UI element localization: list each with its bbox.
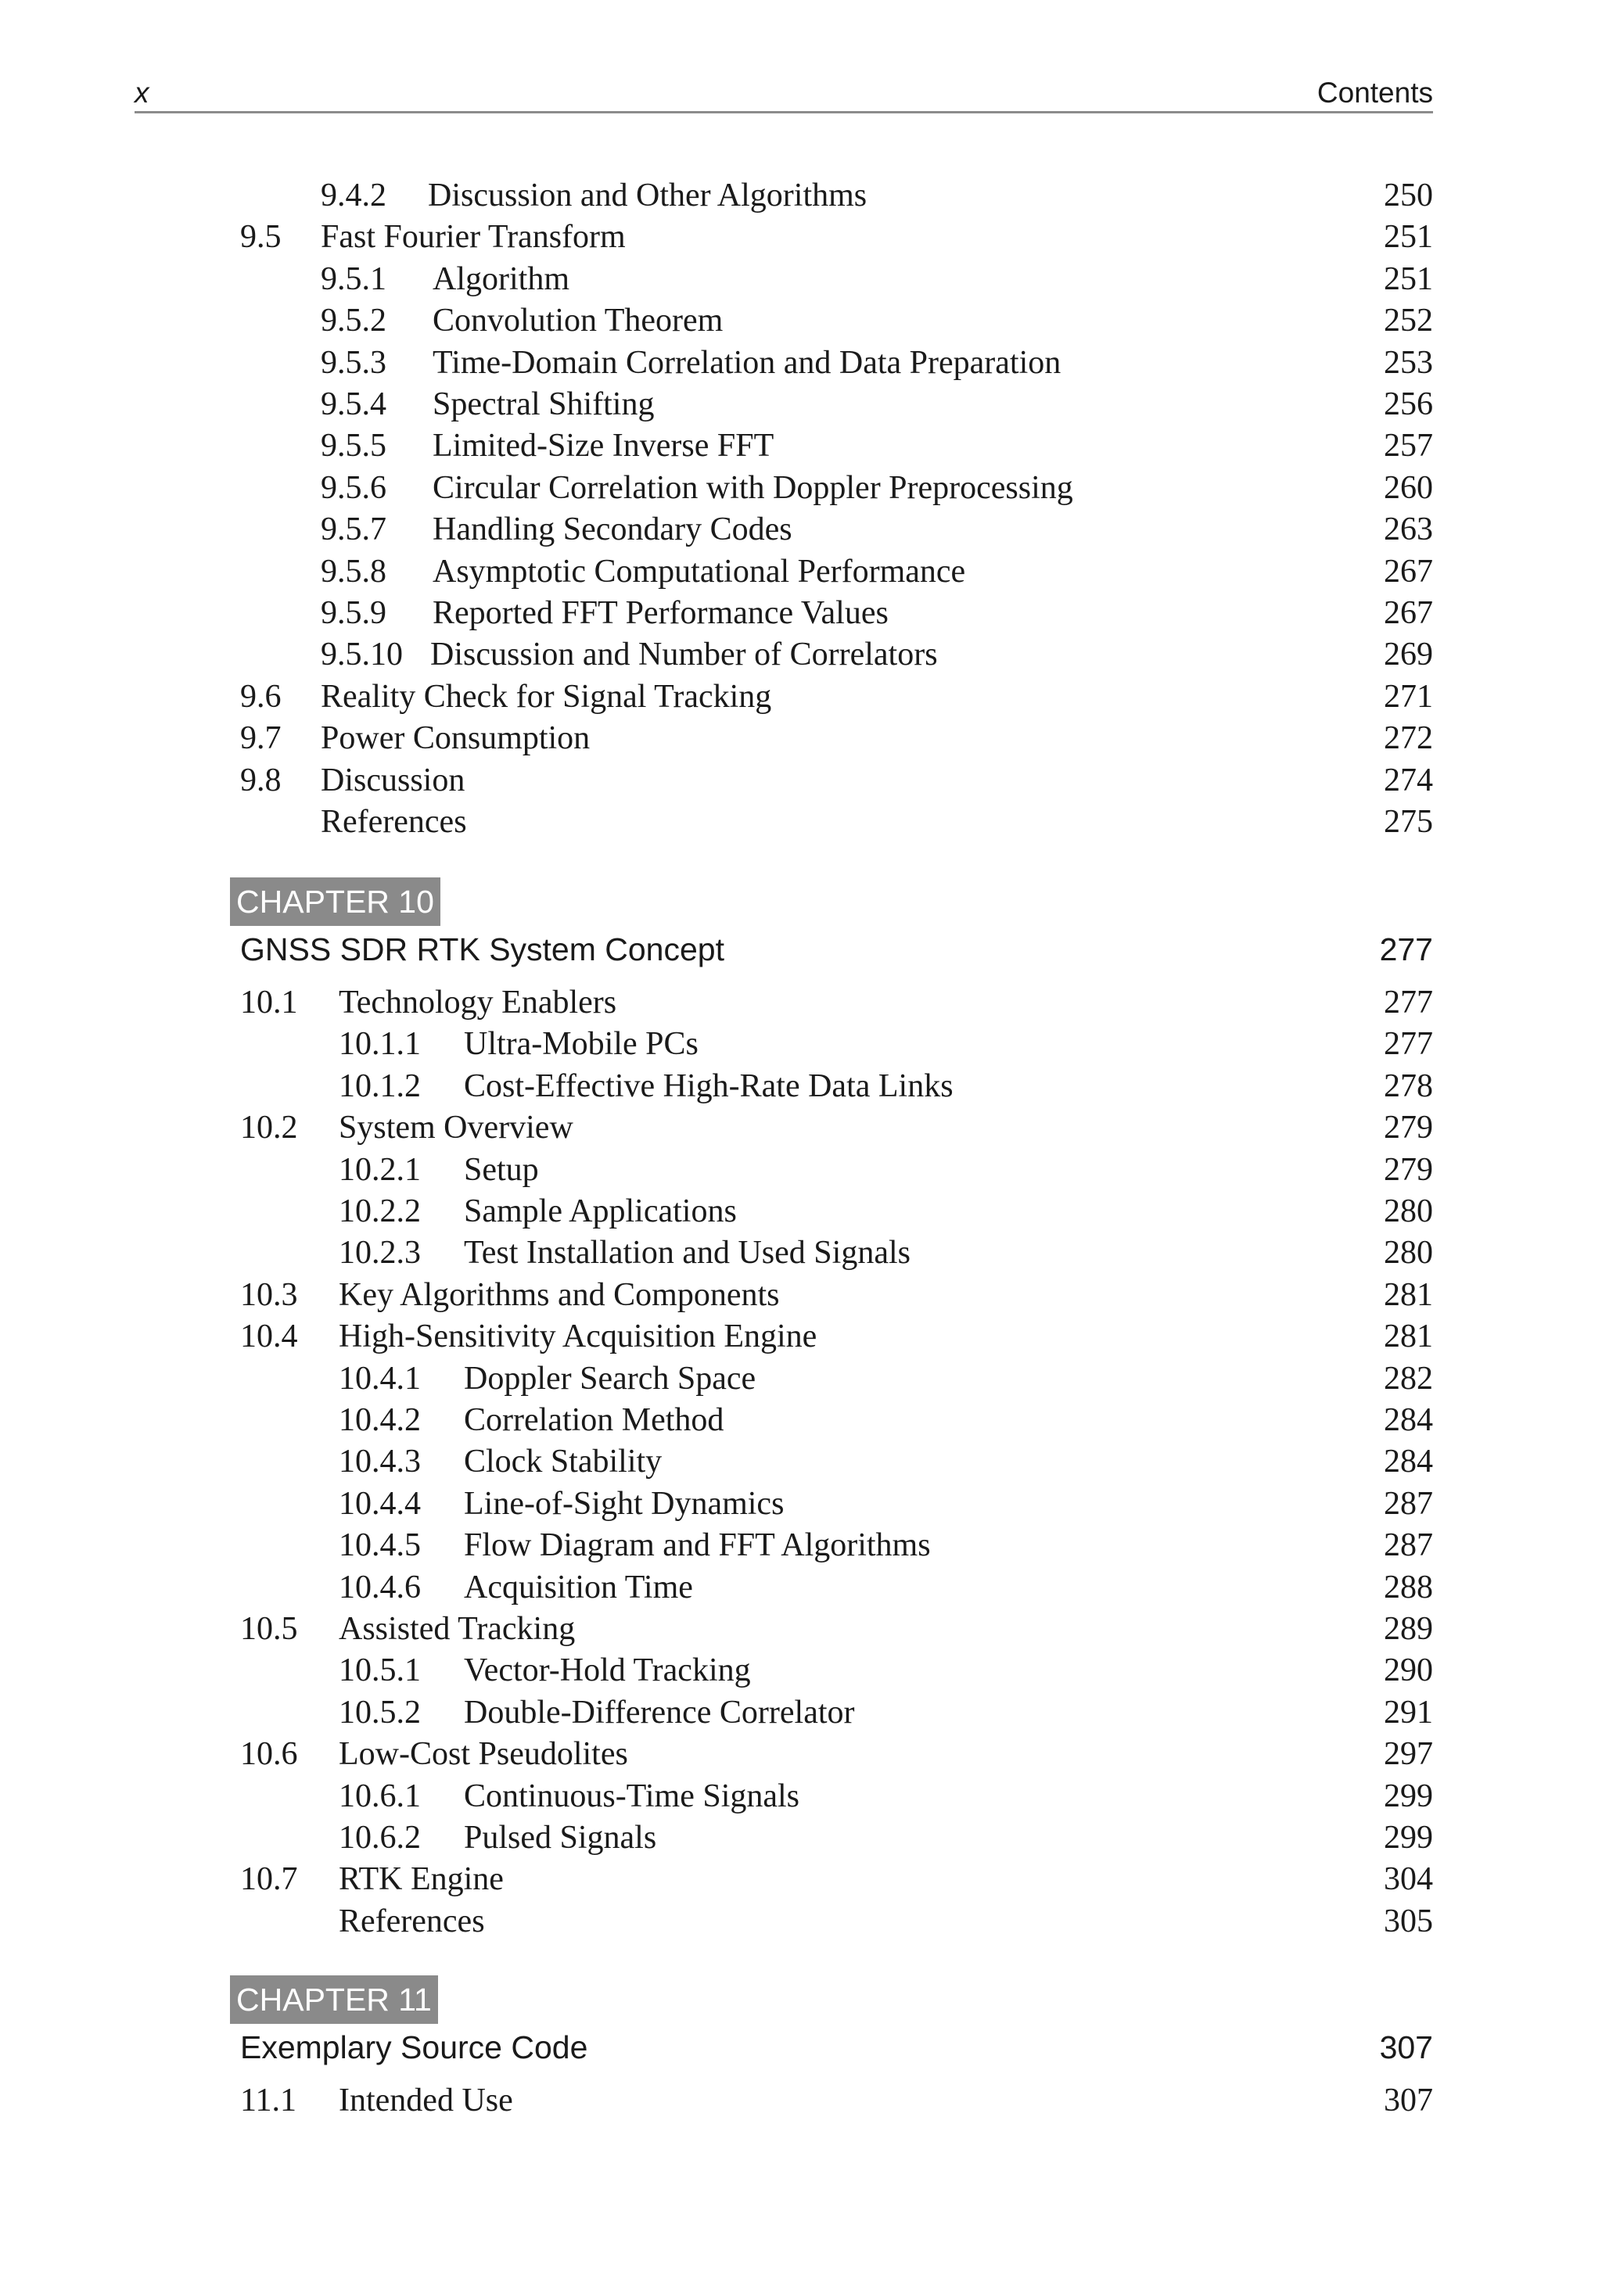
toc-entry-page: 275 xyxy=(1384,804,1433,840)
toc-entry-title: Vector-Hold Tracking xyxy=(464,1652,751,1689)
toc-entry[interactable] xyxy=(0,1650,1602,1692)
toc-entry-page: 257 xyxy=(1384,428,1433,465)
toc-entry[interactable] xyxy=(0,718,1602,759)
toc-entry[interactable] xyxy=(0,1107,1602,1149)
toc-entry-page: 260 xyxy=(1384,469,1433,506)
toc-entry-page: 274 xyxy=(1384,762,1433,798)
toc-entry-page: 269 xyxy=(1384,637,1433,673)
toc-entry-title: System Overview xyxy=(339,1110,573,1146)
toc-entry-title: Intended Use xyxy=(339,2083,513,2118)
chapter-title: Exemplary Source Code xyxy=(240,2029,588,2065)
toc-entry-page: 282 xyxy=(1384,1360,1433,1397)
toc-entry-number: 10.7 xyxy=(240,1861,298,1898)
toc-entry-page: 299 xyxy=(1384,1778,1433,1814)
toc-entry[interactable] xyxy=(0,1776,1602,1817)
toc-entry-number: 9.7 xyxy=(240,720,282,757)
toc-entry[interactable] xyxy=(0,343,1602,384)
toc-entry-title: References xyxy=(321,804,467,840)
toc-entry-page: 267 xyxy=(1384,595,1433,631)
toc-entry-page: 307 xyxy=(1384,2083,1433,2118)
toc-entry-title: Double-Difference Correlator xyxy=(464,1694,855,1731)
toc-entry-number: 10.2.3 xyxy=(339,1235,421,1272)
toc-entry[interactable] xyxy=(0,259,1602,300)
toc-entry-number: 9.5.9 xyxy=(321,595,386,631)
toc-entry[interactable] xyxy=(0,982,1602,1024)
toc-entry-page: 284 xyxy=(1384,1402,1433,1438)
toc-entry-title: Discussion and Number of Correlators xyxy=(430,637,938,673)
toc-entry-title: Algorithm xyxy=(433,260,569,297)
toc-entry-title: Test Installation and Used Signals xyxy=(464,1235,911,1272)
toc-entry[interactable] xyxy=(0,509,1602,551)
toc-entry[interactable] xyxy=(0,384,1602,425)
toc-entry-page: 252 xyxy=(1384,303,1433,339)
toc-entry[interactable] xyxy=(0,1316,1602,1358)
toc-entry-title: Time-Domain Correlation and Data Preparation xyxy=(433,344,1061,381)
toc-entry[interactable] xyxy=(0,760,1602,802)
toc-entry[interactable] xyxy=(0,593,1602,634)
toc-entry[interactable] xyxy=(0,1441,1602,1483)
toc-entry[interactable] xyxy=(0,1275,1602,1316)
toc-entry-title: Convolution Theorem xyxy=(433,303,724,339)
toc-entry-number: 10.4.6 xyxy=(339,1569,421,1605)
chapter-title-entry[interactable] xyxy=(0,927,1602,971)
toc-entry-title: Setup xyxy=(464,1151,539,1188)
toc-entry-number: 9.5.5 xyxy=(321,428,386,465)
toc-entry-page: 287 xyxy=(1384,1527,1433,1564)
toc-entry-page: 287 xyxy=(1384,1485,1433,1522)
toc-entry-number: 11.1 xyxy=(240,2083,296,2118)
toc-entry-number: 10.1.2 xyxy=(339,1067,421,1104)
toc-entry-page: 279 xyxy=(1384,1151,1433,1188)
toc-entry[interactable] xyxy=(0,217,1602,258)
toc-entry-title: References xyxy=(339,1903,485,1939)
toc-entry-title: Discussion xyxy=(321,762,465,798)
toc-entry-number: 9.8 xyxy=(240,762,282,798)
toc-entry[interactable] xyxy=(0,1609,1602,1650)
toc-entry-title: Continuous-Time Signals xyxy=(464,1778,800,1814)
toc-entry-page: 263 xyxy=(1384,511,1433,548)
toc-entry-page: 251 xyxy=(1384,219,1433,256)
toc-entry-number: 10.5.2 xyxy=(339,1694,421,1731)
toc-entry-number: 10.2 xyxy=(240,1110,298,1146)
toc-entry-number: 9.5.6 xyxy=(321,469,386,506)
toc-entry[interactable] xyxy=(0,175,1602,217)
toc-entry-number: 10.2.1 xyxy=(339,1151,421,1188)
toc-entry-title: Reality Check for Signal Tracking xyxy=(321,678,772,715)
toc-entry-title: Pulsed Signals xyxy=(464,1820,657,1856)
toc-entry-title: Cost-Effective High-Rate Data Links xyxy=(464,1067,954,1104)
running-title: Contents xyxy=(1316,77,1433,109)
toc-entry-page: 299 xyxy=(1384,1820,1433,1856)
toc-entry-title: Assisted Tracking xyxy=(339,1611,576,1647)
toc-entry-title: Acquisition Time xyxy=(464,1569,693,1605)
toc-entry-title: High-Sensitivity Acquisition Engine xyxy=(339,1318,817,1355)
toc-entry-page: 297 xyxy=(1384,1736,1433,1773)
toc-entry[interactable] xyxy=(0,1483,1602,1525)
toc-entry[interactable] xyxy=(0,468,1602,509)
toc-entry-number: 9.5.1 xyxy=(321,260,386,297)
toc-entry[interactable] xyxy=(0,1817,1602,1859)
toc-entry[interactable] xyxy=(0,1358,1602,1400)
toc-entry-page: 289 xyxy=(1384,1611,1433,1647)
toc-entry-number: 9.5.7 xyxy=(321,511,386,548)
toc-entry[interactable] xyxy=(0,1066,1602,1107)
toc-entry-title: Correlation Method xyxy=(464,1402,724,1438)
toc-entry[interactable] xyxy=(0,1191,1602,1232)
toc-entry-page: 256 xyxy=(1384,386,1433,422)
toc-entry[interactable] xyxy=(0,2080,1602,2122)
toc-entry-page: 280 xyxy=(1384,1235,1433,1272)
toc-entry[interactable] xyxy=(0,1525,1602,1566)
chapter-title: GNSS SDR RTK System Concept xyxy=(240,931,724,967)
toc-entry-title: Limited-Size Inverse FFT xyxy=(433,428,774,465)
toc-entry-number: 10.4.2 xyxy=(339,1402,421,1438)
toc-entry-number: 10.5.1 xyxy=(339,1652,421,1689)
toc-entry-title: Technology Enablers xyxy=(339,985,617,1021)
toc-entry-page: 281 xyxy=(1384,1276,1433,1313)
toc-entry-page: 277 xyxy=(1384,1026,1433,1063)
toc-entry-page: 277 xyxy=(1384,985,1433,1021)
toc-entry-page: 278 xyxy=(1384,1067,1433,1104)
toc-entry[interactable] xyxy=(0,1024,1602,1065)
toc-entry-title: Asymptotic Computational Performance xyxy=(433,553,966,590)
toc-entry[interactable] xyxy=(0,1692,1602,1734)
toc-entry-number: 9.5.10 xyxy=(321,637,403,673)
toc-entry-title: Circular Correlation with Doppler Preprocessing xyxy=(433,469,1073,506)
toc-entry-title: Key Algorithms and Components xyxy=(339,1276,780,1313)
toc-entry-title: Low-Cost Pseudolites xyxy=(339,1736,628,1773)
toc-entry-title: Spectral Shifting xyxy=(433,386,655,422)
toc-entry-page: 304 xyxy=(1384,1861,1433,1898)
toc-entry-number: 10.4.1 xyxy=(339,1360,421,1397)
toc-entry-number: 10.5 xyxy=(240,1611,298,1647)
chapter-page: 307 xyxy=(1379,2029,1433,2065)
toc-entry-page: 267 xyxy=(1384,553,1433,590)
toc-entry-number: 10.6 xyxy=(240,1736,298,1773)
chapter-title-entry[interactable] xyxy=(0,2025,1602,2069)
toc-entry-page: 251 xyxy=(1384,260,1433,297)
toc-entry[interactable] xyxy=(0,1901,1602,1943)
toc-entry[interactable] xyxy=(0,1567,1602,1609)
toc-entry-page: 288 xyxy=(1384,1569,1433,1605)
toc-entry-number: 10.4.3 xyxy=(339,1444,421,1480)
toc-entry-number: 10.4 xyxy=(240,1318,298,1355)
toc-entry-title: Line-of-Sight Dynamics xyxy=(464,1485,785,1522)
chapter-page: 277 xyxy=(1379,931,1433,967)
toc-entry-page: 271 xyxy=(1384,678,1433,715)
toc-entry-number: 9.4.2 xyxy=(321,178,386,213)
toc-entry-page: 281 xyxy=(1384,1318,1433,1355)
toc-entry-page: 272 xyxy=(1384,720,1433,757)
toc-entry-page: 290 xyxy=(1384,1652,1433,1689)
toc-entry[interactable] xyxy=(0,300,1602,342)
toc-entry-number: 10.4.4 xyxy=(339,1485,421,1522)
toc-entry[interactable] xyxy=(0,1150,1602,1191)
toc-entry-number: 10.1.1 xyxy=(339,1026,421,1063)
toc-entry-number: 10.2.2 xyxy=(339,1193,421,1229)
toc-entry-title: Clock Stability xyxy=(464,1444,663,1480)
toc-entry[interactable] xyxy=(0,551,1602,593)
toc-entry-number: 9.5 xyxy=(240,219,282,256)
toc-entry-number: 10.1 xyxy=(240,985,298,1021)
toc-entry-page: 280 xyxy=(1384,1193,1433,1229)
toc-entry-title: Reported FFT Performance Values xyxy=(433,595,889,631)
toc-entry-title: Sample Applications xyxy=(464,1193,737,1229)
toc-entry[interactable] xyxy=(0,1859,1602,1900)
toc-entry-page: 250 xyxy=(1384,178,1433,213)
toc-entry-page: 284 xyxy=(1384,1444,1433,1480)
toc-entry[interactable] xyxy=(0,634,1602,676)
toc-entry-title: Ultra-Mobile PCs xyxy=(464,1026,699,1063)
toc-entry-title: Handling Secondary Codes xyxy=(433,511,792,548)
toc-entry-page: 305 xyxy=(1384,1903,1433,1939)
toc-entry[interactable] xyxy=(0,1232,1602,1274)
toc-entry-page: 253 xyxy=(1384,344,1433,381)
toc-entry-number: 9.5.2 xyxy=(321,303,386,339)
toc-entry-number: 10.6.1 xyxy=(339,1778,421,1814)
toc-entry-number: 10.3 xyxy=(240,1276,298,1313)
toc-entry-title: Doppler Search Space xyxy=(464,1360,756,1397)
toc-entry[interactable] xyxy=(0,1734,1602,1775)
toc-entry-number: 10.4.5 xyxy=(339,1527,421,1564)
toc-entry-page: 291 xyxy=(1384,1694,1433,1731)
page-number: x xyxy=(135,77,149,109)
toc-entry-number: 9.5.4 xyxy=(321,386,386,422)
chapter-label: CHAPTER 11 xyxy=(230,1975,438,2024)
toc-entry[interactable] xyxy=(0,802,1602,843)
toc-entry-number: 9.5.8 xyxy=(321,553,386,590)
toc-entry[interactable] xyxy=(0,676,1602,718)
toc-entry-title: Flow Diagram and FFT Algorithms xyxy=(464,1527,931,1564)
toc-entry-title: Discussion and Other Algorithms xyxy=(428,178,867,213)
toc-entry-number: 9.5.3 xyxy=(321,344,386,381)
chapter-label: CHAPTER 10 xyxy=(230,877,440,926)
toc-entry-title: Power Consumption xyxy=(321,720,591,757)
toc-entry[interactable] xyxy=(0,1400,1602,1441)
toc-entry-page: 279 xyxy=(1384,1110,1433,1146)
toc-entry[interactable] xyxy=(0,425,1602,467)
toc-entry-title: RTK Engine xyxy=(339,1861,504,1898)
toc-entry-title: Fast Fourier Transform xyxy=(321,219,626,256)
toc-entry-number: 10.6.2 xyxy=(339,1820,421,1856)
toc-entry-number: 9.6 xyxy=(240,678,282,715)
